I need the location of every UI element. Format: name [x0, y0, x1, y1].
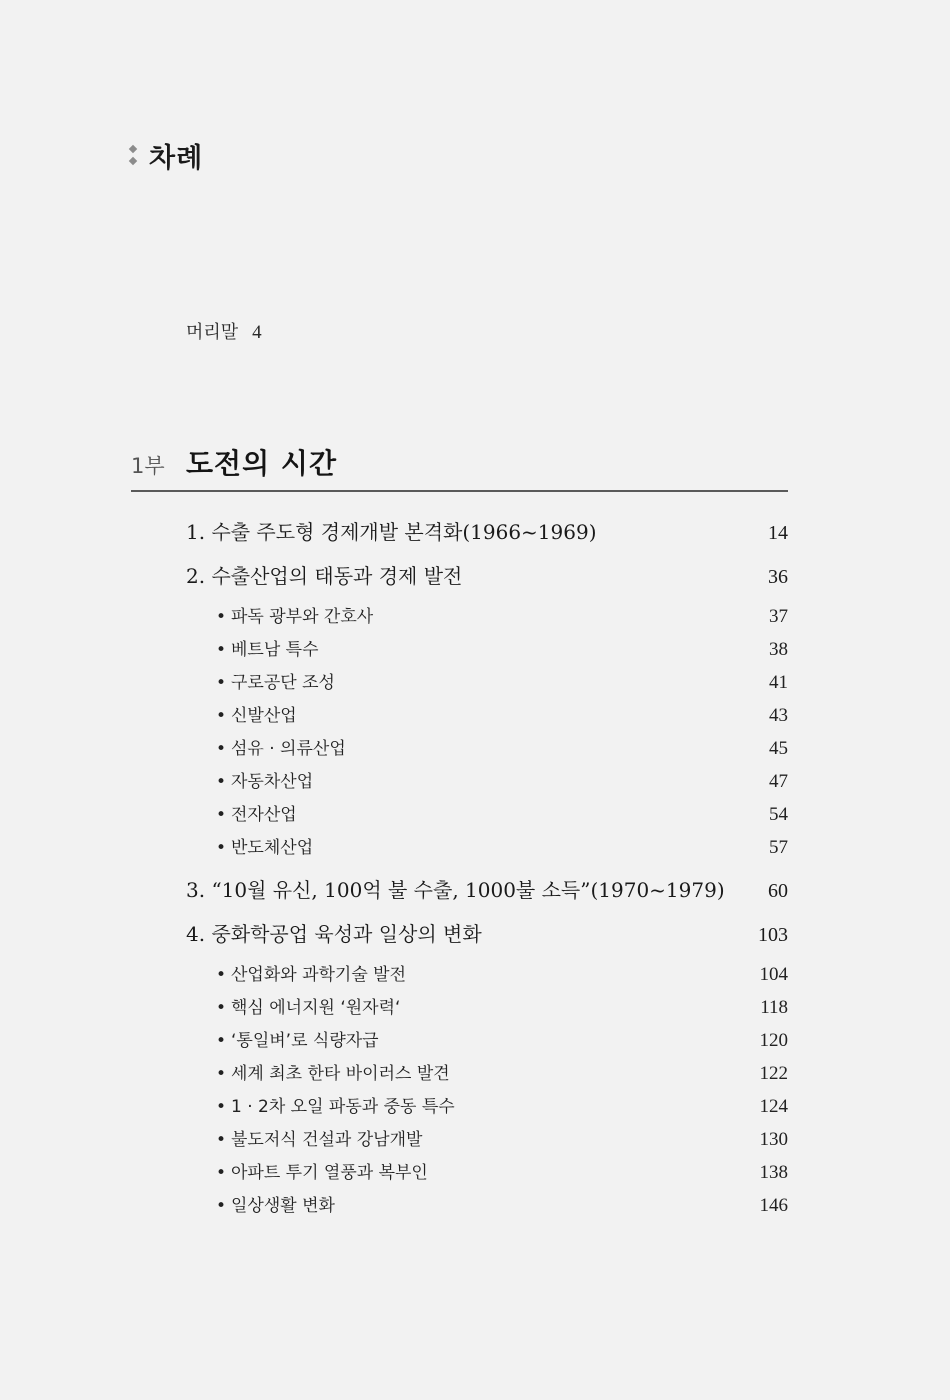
chapter-entry[interactable] [186, 556, 788, 600]
page-title: 차례 [149, 143, 204, 174]
section-page: 38 [769, 639, 788, 660]
bullet-icon: • [216, 965, 227, 985]
section-title: 베트남 특수 [231, 640, 319, 660]
section-page: 54 [769, 804, 788, 825]
section-entry[interactable] [186, 633, 788, 666]
section-page: 41 [769, 672, 788, 693]
section-page: 118 [760, 997, 788, 1018]
section-title: 반도체산업 [231, 838, 314, 858]
section-title: 불도저식 건설과 강남개발 [231, 1130, 423, 1150]
bullet-icon: • [216, 838, 227, 858]
section-entry[interactable] [186, 600, 788, 633]
section-title: 1 · 2차 오일 파동과 중동 특수 [231, 1097, 455, 1117]
section-page: 43 [769, 705, 788, 726]
section-page: 146 [759, 1195, 788, 1216]
bullet-icon: • [216, 1163, 227, 1183]
section-title: 섬유 · 의류산업 [231, 739, 346, 759]
section-entry[interactable] [186, 765, 788, 798]
bullet-icon: • [216, 805, 227, 825]
chapter-page: 14 [768, 522, 788, 544]
chapter-title: 4. 중화학공업 육성과 일상의 변화 [186, 922, 482, 946]
section-page: 122 [759, 1063, 788, 1084]
chapter-title: 3. “10월 유신, 100억 불 수출, 1000불 소득”(1970~1979) [186, 878, 725, 902]
section-page: 45 [769, 738, 788, 759]
bullet-icon: • [216, 706, 227, 726]
section-entry[interactable] [186, 1156, 788, 1189]
section-entry[interactable] [186, 1090, 788, 1123]
section-title: 파독 광부와 간호사 [231, 607, 374, 627]
section-entry[interactable] [186, 1024, 788, 1057]
part-divider [131, 490, 788, 492]
section-entry[interactable] [186, 666, 788, 699]
part-heading [131, 442, 787, 482]
section-title: 구로공단 조성 [231, 673, 335, 693]
bullet-icon: • [216, 640, 227, 660]
section-entry[interactable] [186, 732, 788, 765]
preface-entry[interactable] [186, 318, 262, 344]
bullet-icon: • [216, 1031, 227, 1051]
section-title: 산업화와 과학기술 발전 [231, 965, 407, 985]
bullet-icon: • [216, 1064, 227, 1084]
chapter-title: 2. 수출산업의 태동과 경제 발전 [186, 564, 463, 588]
section-entry[interactable] [186, 1123, 788, 1156]
chapter-entry[interactable] [186, 512, 788, 556]
bullet-icon: • [216, 673, 227, 693]
bullet-icon: • [216, 739, 227, 759]
bullet-icon: • [216, 772, 227, 792]
section-page: 124 [759, 1096, 788, 1117]
section-page: 120 [759, 1030, 788, 1051]
section-entry[interactable] [186, 699, 788, 732]
chapter-entry[interactable] [186, 914, 788, 958]
contents-header [129, 136, 203, 175]
section-title: 자동차산업 [231, 772, 314, 792]
section-title: 세계 최초 한타 바이러스 발견 [231, 1064, 450, 1084]
bullet-icon: • [216, 1097, 227, 1117]
chapter-title: 1. 수출 주도형 경제개발 본격화(1966~1969) [186, 520, 597, 544]
chapter-page: 36 [768, 566, 788, 588]
section-page: 57 [769, 837, 788, 858]
section-entry[interactable] [186, 991, 788, 1024]
section-title: 신발산업 [231, 706, 297, 726]
part-number: 1부 [131, 454, 165, 478]
section-entry[interactable] [186, 831, 788, 864]
bullet-icon: • [216, 1130, 227, 1150]
section-entry[interactable] [186, 958, 788, 991]
preface-page: 4 [252, 322, 262, 343]
section-entry[interactable] [186, 798, 788, 831]
preface-label: 머리말 [186, 322, 239, 343]
section-title: 핵심 에너지원 ‘원자력‘ [231, 998, 401, 1018]
section-entry[interactable] [186, 1189, 788, 1222]
section-title: ‘통일벼’로 식량자급 [231, 1031, 379, 1051]
diamond-ornament-icon [129, 141, 139, 171]
section-title: 전자산업 [231, 805, 297, 825]
bullet-icon: • [216, 607, 227, 627]
section-title: 아파트 투기 열풍과 복부인 [231, 1163, 428, 1183]
bullet-icon: • [216, 1196, 227, 1216]
chapter-page: 60 [768, 880, 788, 902]
section-page: 37 [769, 606, 788, 627]
chapter-entry[interactable] [186, 870, 788, 914]
section-page: 47 [769, 771, 788, 792]
bullet-icon: • [216, 998, 227, 1018]
table-of-contents [186, 512, 788, 1222]
section-title: 일상생활 변화 [231, 1196, 335, 1216]
section-page: 130 [759, 1129, 788, 1150]
section-page: 138 [759, 1162, 788, 1183]
chapter-page: 103 [758, 924, 788, 946]
part-title: 도전의 시간 [186, 447, 337, 480]
section-entry[interactable] [186, 1057, 788, 1090]
section-page: 104 [759, 964, 788, 985]
